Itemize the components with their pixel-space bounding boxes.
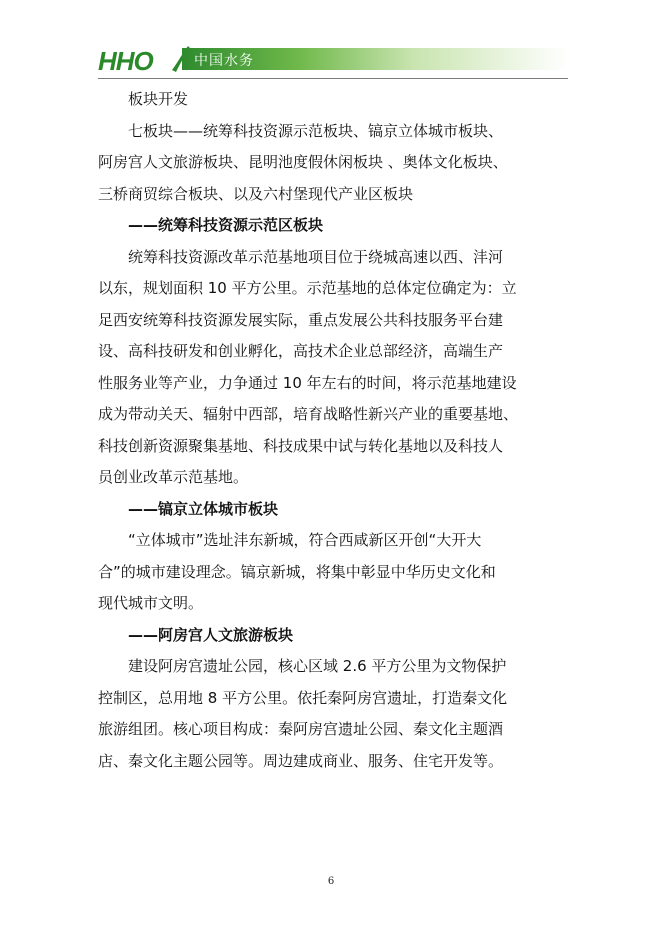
paragraph-line: 旅游组团。核心项目构成：秦阿房宫遗址公园、秦文化主题酒 [98,720,504,738]
section-heading: ——统筹科技资源示范区板块 [128,216,324,234]
paragraph-line: 店、秦文化主题公园等。周边建成商业、服务、住宅开发等。 [98,751,504,770]
paragraph-line: 阿房宫人文旅游板块、昆明池度假休闲板块 、奥体文化板块、 [98,153,508,171]
paragraph-line: 成为带动关天、辐射中西部，培育战略性新兴产业的重要基地、 [98,405,519,423]
section-heading: ——阿房宫人文旅游板块 [128,625,294,644]
company-name: 中国水务 [194,53,254,69]
paragraph-line: 性服务业等产业，力争通过 10 年左右的时间，将示范基地建设 [98,373,517,392]
logo-hho-text: HHO [98,46,153,76]
paragraph-line: 现代城市文明。 [98,594,204,612]
page-header [98,44,568,76]
paragraph-line: 员创业改革示范基地。 [98,468,249,486]
paragraph-line: 控制区，总用地 8 平方公里。依托秦阿房宫遗址，打造秦文化 [98,688,508,707]
page-number: 6 [327,876,335,887]
paragraph-line: 建设阿房宫遗址公园，核心区域 2.6 平方公里为文物保护 [128,657,507,675]
paragraph-line: 设、高科技研发和创业孵化，高技术企业总部经济，高端生产 [98,342,504,360]
header-divider [98,78,568,79]
paragraph-line: “立体城市”选址沣东新城，符合西咸新区开创“大开大 [128,531,482,549]
section-heading: ——镐京立体城市板块 [128,499,279,518]
paragraph-line: 以东，规划面积 10 平方公里。示范基地的总体定位确定为：立 [98,279,517,297]
paragraph-line: 科技创新资源聚集基地、科技成果中试与转化基地以及科技人 [98,436,504,455]
paragraph-line: 七板块——统筹科技资源示范板块、镐京立体城市板块、 [128,121,504,140]
paragraph-line: 统筹科技资源改革示范基地项目位于绕城高速以西、沣河 [128,247,504,266]
paragraph-line: 板块开发 [128,90,189,108]
paragraph-line: 三桥商贸综合板块、以及六村堡现代产业区板块 [98,184,414,203]
document-body [98,84,568,777]
paragraph-line: 足西安统筹科技资源发展实际，重点发展公共科技服务平台建 [98,310,504,329]
paragraph-line: 合”的城市建设理念。镐京新城，将集中彰显中华历史文化和 [98,562,496,581]
